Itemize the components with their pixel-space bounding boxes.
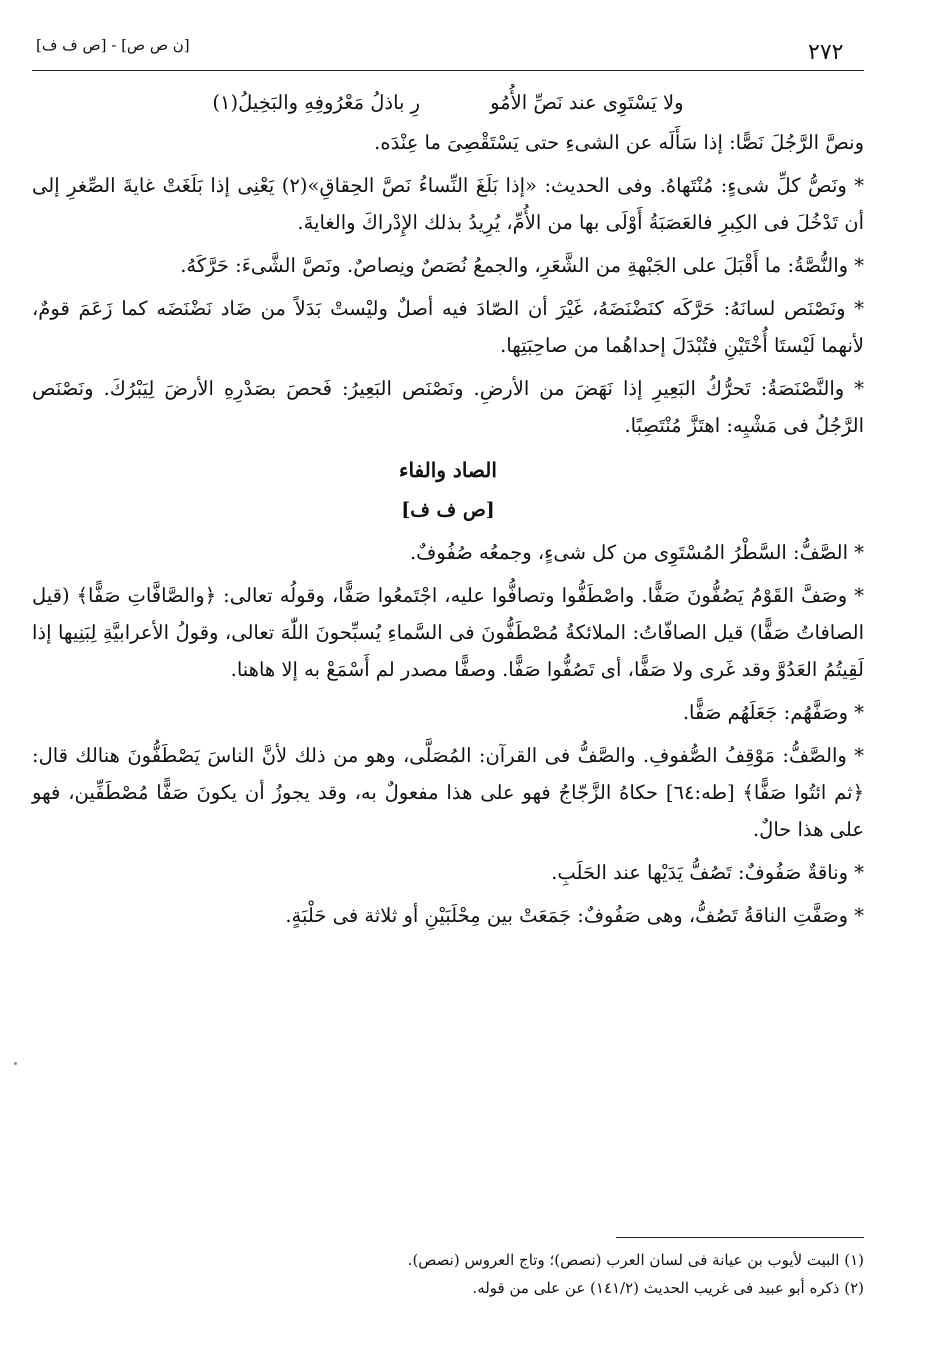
paragraph: * وصَفَّتِ الناقةُ تَصُفُّ، وهى صَفُوفٌ: جَمَعَتْ بين مِحْلَبَيْنِ أو ثلاثة فى حَلْبَةٍ. [285,904,864,927]
verse-hemistich-left: رِ باذلُ مَعْرُوفِهِ والبَخِيلُ(١) [212,91,421,114]
footnote-1: (١) البيت لأيوب بن عيانة فى لسان العرب (نصص)؛ وتاج العروس (نصص). [407,1251,864,1269]
section-heading: الصاد والفاء [399,458,497,482]
header-rule [32,70,864,71]
paragraph: ونصَّ الرَّجُلَ نَصًّا: إذا سَأَلَه عن الشىءِ حتى يَسْتَقْصِىَ ما عِنْدَه. [374,131,864,154]
paragraph: * ونَصْنَص لسانَهُ: حَرَّكَه كنَضْنَضَهُ، غَيْرَ أن الصّادَ فيه أصلٌ وليْستْ بَدَلاً من ضَاد نَضْنَضَه كما زَعَمَ قومٌ، لأنهما لَيْستَا أُخْتَيْنِ فتُبْدَلَ إحداهُما من صاحِبَتِها. [32,297,864,357]
running-head: [ن ص ص] - [ص ف ف] [36,36,190,54]
margin-mark [14,1062,17,1065]
footnotes [32,1246,864,1302]
root-heading: [ص ف ف] [401,499,495,521]
paragraph: * والنُّصَّةُ: ما أَقْبَلَ على الجَبْهةِ من الشَّعَرِ، والجمعُ نُصَصٌ ونِصاصٌ. ونَصَّ الشَّىءَ: حَرَّكَهُ. [180,254,864,277]
paragraph: * والصَّفُّ: مَوْقِفُ الصُّفوفِ. والصَّفُّ فى القرآن: المُصَلَّى، وهو من ذلك لأنَّ الناسَ يَصْطَفُّونَ هنالك قال: ﴿ثم ائتُوا صَفًّا﴾ [طه:٦٤] حكاهُ الزَّجّاجُ فهو على هذا مفعولٌ به، وقد يجوزُ أن يكونَ صَفًّا مُصْطَفِّين، فهو على هذا حالٌ. [32,744,864,841]
paragraph: * وصَفَّ القَوْمُ يَصُفُّونَ صَفًّا. واصْطَفُّوا وتصافُّوا عليه، اجْتَمعُوا صَفًّا، وقولُه تعالى: ﴿والصَّافَّاتِ صَفًّا﴾ (قيل الصافاتُ صَفًّا) قيل الصافّاتُ: الملائكةُ مُصْطَفُّونَ فى السَّماءِ يُسبِّحونَ اللّٰهَ تعالى، وقولُ الأعرابيَّةِ لِبَنِيها إذا لَقِيتُمُ العَدُوَّ وقد غَرى ولا صَفًّا، أى تَصُفُّوا صَفًّا. وصفًّا مصدر لم أَسْمَعْ به إلا هاهنا. [32,584,864,681]
verse-hemistich-right: ولا يَسْتَوِى عند نَصِّ الأُمُو [490,91,684,114]
page-number: ٢٧٢ [808,40,844,65]
paragraph: * الصَّفُّ: السَّطْرُ المُسْتَوِى من كل شىءٍ، وجمعُه صُفُوفٌ. [409,541,864,564]
paragraph: * وناقةٌ صَفُوفٌ: تَصُفُّ يَدَيْها عند الحَلَبِ. [551,861,864,884]
paragraph: * وصَفَّهُم: جَعَلَهُم صَفًّا. [682,701,864,724]
main-text [32,86,864,940]
footnote-2: (٢) ذكره أبو عبيد فى غريب الحديث (١٤١/٢) عن على من قوله. [472,1279,864,1297]
footnote-rule [616,1237,864,1238]
paragraph: * ونَصُّ كلِّ شىءٍ: مُنْتَهاهُ. وفى الحديث: «إذا بَلَغَ النِّساءُ نَصَّ الحِقاقِ»(٢) يَعْنِى إذا بَلَغَتْ غايةَ الصِّغرِ إلى أن تَدْخُلَ فى الكِبرِ فالعَصَبَةُ أَوْلَى بها من الأُمِّ، يُرِيدُ بذلك الإِدْراكَ والغايةَ. [32,174,865,234]
verse [32,86,864,120]
paragraph: * والنَّصْنَصَةُ: تَحرُّكُ البَعِيرِ إذا نَهَضَ من الأرضِ. ونَصْنَص البَعِيرُ: فَحصَ بصَدْرِهِ الأرضَ لِيَبْرُكَ. ونَصْنَص الرَّجُلُ فى مَشْيِه: اهتَزَّ مُنْتَصِبًا. [32,377,864,437]
